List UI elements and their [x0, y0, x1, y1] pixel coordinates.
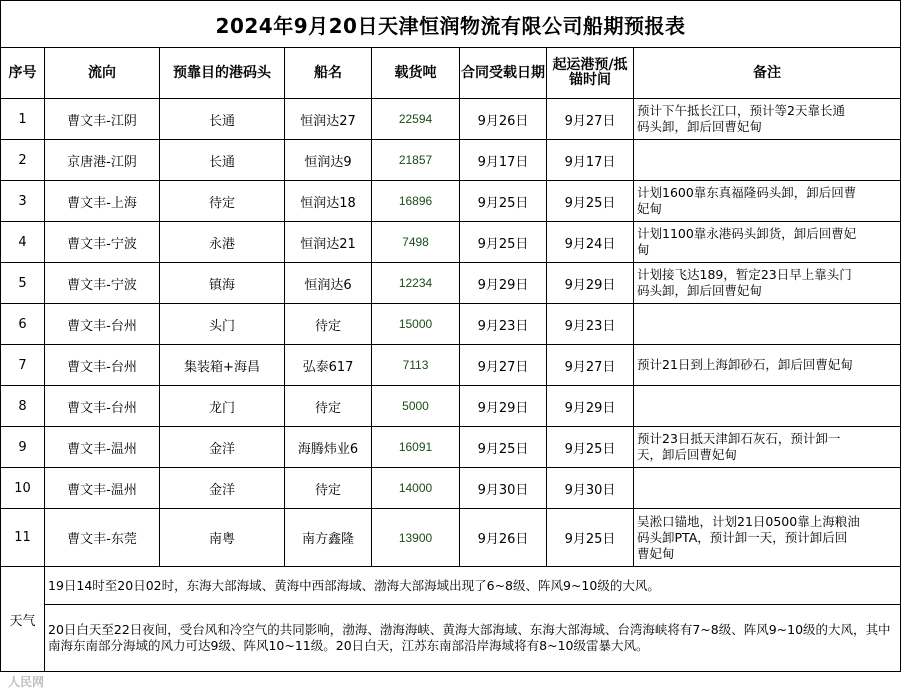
cell-port: 头门 — [160, 304, 285, 345]
cell-port: 待定 — [160, 181, 285, 222]
note-line: 码头卸，卸后回曹妃甸 — [637, 119, 763, 134]
cell-seq: 6 — [1, 304, 45, 345]
cell-ship: 海腾炜业6 — [285, 427, 372, 468]
cell-seq: 7 — [1, 345, 45, 386]
note-line: 天，卸后回曹妃甸 — [637, 447, 738, 462]
cell-seq: 2 — [1, 140, 45, 181]
table-row — [1, 99, 901, 140]
watermark: 人民网 — [8, 675, 45, 689]
cell-contract: 9月17日 — [460, 140, 547, 181]
table-row — [1, 263, 901, 304]
cell-route: 曹文丰-台州 — [45, 386, 160, 427]
weather-line-1: 19日14时至20日02时，东海大部海域、黄海中西部海域、渤海大部海域出现了6~8级、阵风9~10级的大风。 — [45, 567, 901, 605]
cell-notes — [634, 304, 901, 345]
header-route: 流向 — [45, 48, 160, 99]
cell-cargo: 21857 — [372, 140, 460, 181]
cell-contract: 9月25日 — [460, 427, 547, 468]
cell-cargo: 7113 — [372, 345, 460, 386]
cell-seq: 5 — [1, 263, 45, 304]
header-contract: 合同受载日期 — [460, 48, 547, 99]
table-row — [1, 345, 901, 386]
header-row — [1, 48, 901, 99]
cell-ship: 恒润达9 — [285, 140, 372, 181]
cell-cargo: 7498 — [372, 222, 460, 263]
cell-seq: 11 — [1, 509, 45, 567]
cell-notes — [634, 345, 901, 386]
cell-notes — [634, 99, 901, 140]
note-line: 预计下午抵长江口，预计等2天靠长通 — [637, 103, 845, 118]
cell-ship: 弘泰617 — [285, 345, 372, 386]
header-port: 预靠目的港码头 — [160, 48, 285, 99]
cell-depart: 9月25日 — [547, 181, 634, 222]
cell-port: 永港 — [160, 222, 285, 263]
cell-contract: 9月26日 — [460, 509, 547, 567]
table-row — [1, 222, 901, 263]
cell-port: 长通 — [160, 140, 285, 181]
note-line: 预计21日到上海卸砂石，卸后回曹妃甸 — [637, 357, 853, 372]
table-row — [1, 304, 901, 345]
weather-line-2: 20日白天至22日夜间，受台风和冷空气的共同影响，渤海、渤海海峡、黄海大部海域、东海大部海域、台湾海峡将有7~8级、阵风9~10级的大风，其中南海东南部分海域的风力可达9级、阵风10~11级。20日白天，江苏东南部沿岸海域将有8~10级雷暴大风。 — [45, 605, 901, 672]
cell-depart: 9月27日 — [547, 345, 634, 386]
cell-port: 集装箱+海昌 — [160, 345, 285, 386]
note-line: 甸 — [637, 242, 650, 257]
weather-label: 天气 — [1, 567, 45, 672]
cell-ship: 待定 — [285, 304, 372, 345]
cell-route: 曹文丰-台州 — [45, 345, 160, 386]
cell-notes — [634, 468, 901, 509]
cell-ship: 恒润达6 — [285, 263, 372, 304]
cell-contract: 9月29日 — [460, 386, 547, 427]
cell-route: 曹文丰-温州 — [45, 468, 160, 509]
cell-route: 曹文丰-宁波 — [45, 263, 160, 304]
header-depart: 起运港预/抵锚时间 — [547, 48, 634, 99]
cell-notes — [634, 509, 901, 567]
cell-seq: 10 — [1, 468, 45, 509]
table-row — [1, 427, 901, 468]
cell-seq: 3 — [1, 181, 45, 222]
cell-cargo: 5000 — [372, 386, 460, 427]
cell-depart: 9月25日 — [547, 427, 634, 468]
cell-seq: 8 — [1, 386, 45, 427]
cell-contract: 9月27日 — [460, 345, 547, 386]
cell-route: 曹文丰-江阴 — [45, 99, 160, 140]
header-ship: 船名 — [285, 48, 372, 99]
cell-depart: 9月27日 — [547, 99, 634, 140]
note-line: 码头卸PTA，预计卸一天，预计卸后回 — [637, 529, 848, 545]
cell-notes — [634, 140, 901, 181]
note-line: 计划1100靠永港码头卸货，卸后回曹妃 — [637, 226, 857, 241]
cell-seq: 9 — [1, 427, 45, 468]
table-body — [1, 99, 901, 567]
cell-depart: 9月29日 — [547, 386, 634, 427]
cell-contract: 9月30日 — [460, 468, 547, 509]
cell-cargo: 16091 — [372, 427, 460, 468]
cell-depart: 9月25日 — [547, 509, 634, 567]
cell-contract: 9月25日 — [460, 222, 547, 263]
cell-ship: 恒润达27 — [285, 99, 372, 140]
note-line: 计划1600靠东真福隆码头卸，卸后回曹 — [637, 185, 857, 200]
cell-notes — [634, 386, 901, 427]
cell-notes — [634, 181, 901, 222]
cell-port: 龙门 — [160, 386, 285, 427]
note-line: 吴淞口锚地，计划21日0500靠上海粮油 — [637, 513, 860, 529]
table-row — [1, 140, 901, 181]
table-row — [1, 181, 901, 222]
cell-port: 镇海 — [160, 263, 285, 304]
table-row — [1, 386, 901, 427]
cell-depart: 9月24日 — [547, 222, 634, 263]
cell-ship: 恒润达18 — [285, 181, 372, 222]
cell-cargo: 12234 — [372, 263, 460, 304]
cell-seq: 1 — [1, 99, 45, 140]
cell-notes — [634, 222, 901, 263]
cell-route: 曹文丰-东莞 — [45, 509, 160, 567]
cell-cargo: 15000 — [372, 304, 460, 345]
cell-cargo: 14000 — [372, 468, 460, 509]
cell-route: 京唐港-江阴 — [45, 140, 160, 181]
cell-depart: 9月23日 — [547, 304, 634, 345]
note-line: 计划接飞达189，暂定23日早上靠头门 — [637, 267, 852, 282]
page-title: 2024年9月20日天津恒润物流有限公司船期预报表 — [1, 1, 901, 48]
cell-contract: 9月29日 — [460, 263, 547, 304]
header-seq: 序号 — [1, 48, 45, 99]
cell-cargo: 22594 — [372, 99, 460, 140]
cell-depart: 9月30日 — [547, 468, 634, 509]
cell-cargo: 13900 — [372, 509, 460, 567]
cell-cargo: 16896 — [372, 181, 460, 222]
header-cargo: 载货吨 — [372, 48, 460, 99]
note-line: 妃甸 — [637, 201, 663, 216]
cell-port: 金洋 — [160, 468, 285, 509]
note-line: 码头卸，卸后回曹妃甸 — [637, 283, 763, 298]
cell-route: 曹文丰-宁波 — [45, 222, 160, 263]
cell-port: 金洋 — [160, 427, 285, 468]
cell-notes — [634, 427, 901, 468]
cell-depart: 9月17日 — [547, 140, 634, 181]
note-line: 预计23日抵天津卸石灰石，预计卸一 — [637, 431, 841, 446]
cell-depart: 9月29日 — [547, 263, 634, 304]
cell-ship: 恒润达21 — [285, 222, 372, 263]
cell-port: 南粤 — [160, 509, 285, 567]
cell-ship: 待定 — [285, 468, 372, 509]
cell-seq: 4 — [1, 222, 45, 263]
cell-ship: 待定 — [285, 386, 372, 427]
table-row — [1, 509, 901, 567]
table-row — [1, 468, 901, 509]
header-notes: 备注 — [634, 48, 901, 99]
cell-route: 曹文丰-上海 — [45, 181, 160, 222]
cell-notes — [634, 263, 901, 304]
cell-contract: 9月25日 — [460, 181, 547, 222]
note-line: 曹妃甸 — [637, 545, 675, 561]
cell-route: 曹文丰-台州 — [45, 304, 160, 345]
cell-contract: 9月23日 — [460, 304, 547, 345]
cell-port: 长通 — [160, 99, 285, 140]
cell-ship: 南方鑫隆 — [285, 509, 372, 567]
cell-contract: 9月26日 — [460, 99, 547, 140]
cell-route: 曹文丰-温州 — [45, 427, 160, 468]
